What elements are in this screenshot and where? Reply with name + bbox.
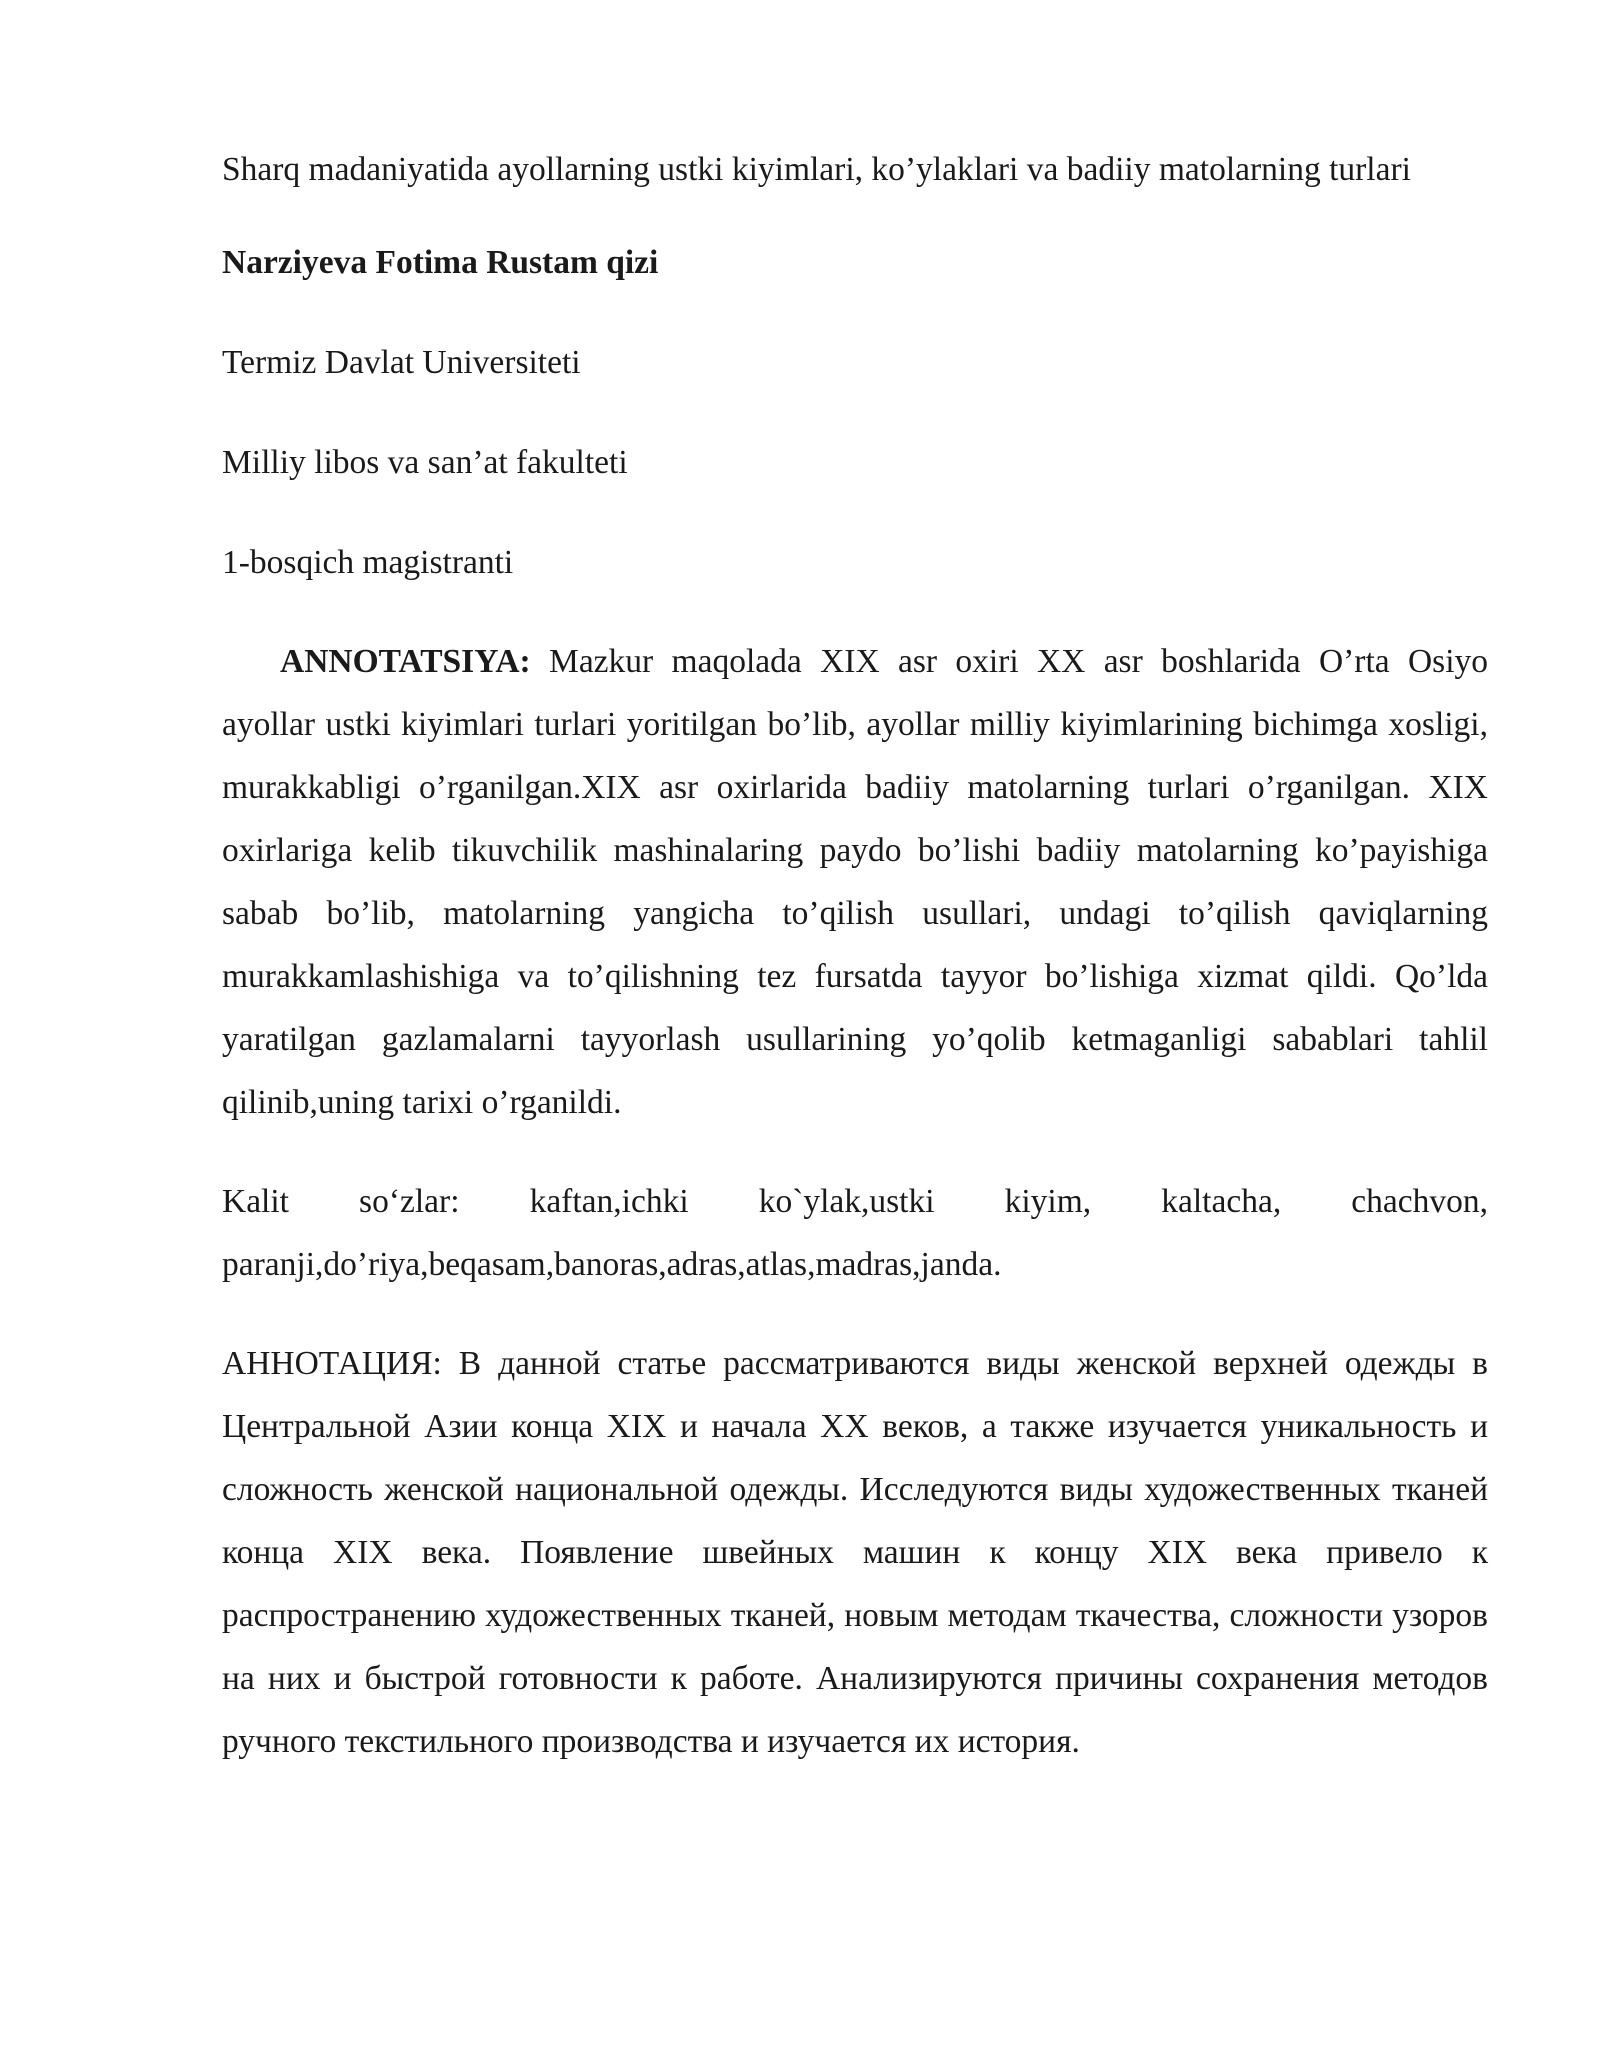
document-body [222,138,1488,1773]
ru-annotation-label: АННОТАЦИЯ: [222,1345,442,1382]
degree-level: 1-bosqich magistranti [222,544,514,581]
annotation-paragraph [222,630,1488,1134]
author-name: Narziyeva Fotima Rustam qizi [222,244,659,281]
ru-annotation-text: В данной статье рассматриваются виды женской верхней одежды в Центральной Азии конца XIX и начала XX веков, а также изучается уникальность и сложность женской национальной одежды. Исследуются виды художественных тканей конца XIX века. Появление швейных машин к концу XIX века привело к распространению художественных тканей, новым методам ткачества, сложности узоров на них и быстрой готовности к работе. Анализируются причины сохранения методов ручного текстильного производства и изучается их история. [222,1345,1489,1760]
annotation-text: Mazkur maqolada XIX asr oxiri XX asr boshlarida O’rta Osiyo ayollar ustki kiyimlari turlari yoritilgan bo’lib, ayollar milliy kiyimlarining bichimga xosligi, murakkabligi o’rganilgan.XIX asr oxirlarida badiiy matolarning turlari o’rganilgan. XIX oxirlariga kelib tikuvchilik mashinalaring paydo bo’lishi badiiy matolarning ko’payishiga sabab bo’lib, matolarning yangicha to’qilish usullari, undagi to’qilish qaviqlarning murakkamlashishiga va to’qilishning tez fursatda tayyor bo’lishiga xizmat qildi. Qo’lda yaratilgan gazlamalarni tayyorlash usullarining yo’qolib ketmaganligi sabablari tahlil qilinib,uning tarixi o’rganildi. [222,643,1489,1121]
article-title: Sharq madaniyatida ayollarning ustki kiyimlari, ko’ylaklari va badiiy matolarning turlari [222,151,1411,188]
faculty-name: Milliy libos va san’at fakulteti [222,444,628,481]
annotation-label: ANNOTATSIYA: [280,643,531,680]
university-name: Termiz Davlat Universiteti [222,344,581,381]
keywords-paragraph: Kalit so‘zlar: kaftan,ichki ko`ylak,ustki kiyim, kaltacha, chachvon, paranji,do’riya,beqasam,banoras,adras,atlas,madras,janda. [222,1183,1488,1283]
ru-annotation-paragraph [222,1332,1488,1773]
